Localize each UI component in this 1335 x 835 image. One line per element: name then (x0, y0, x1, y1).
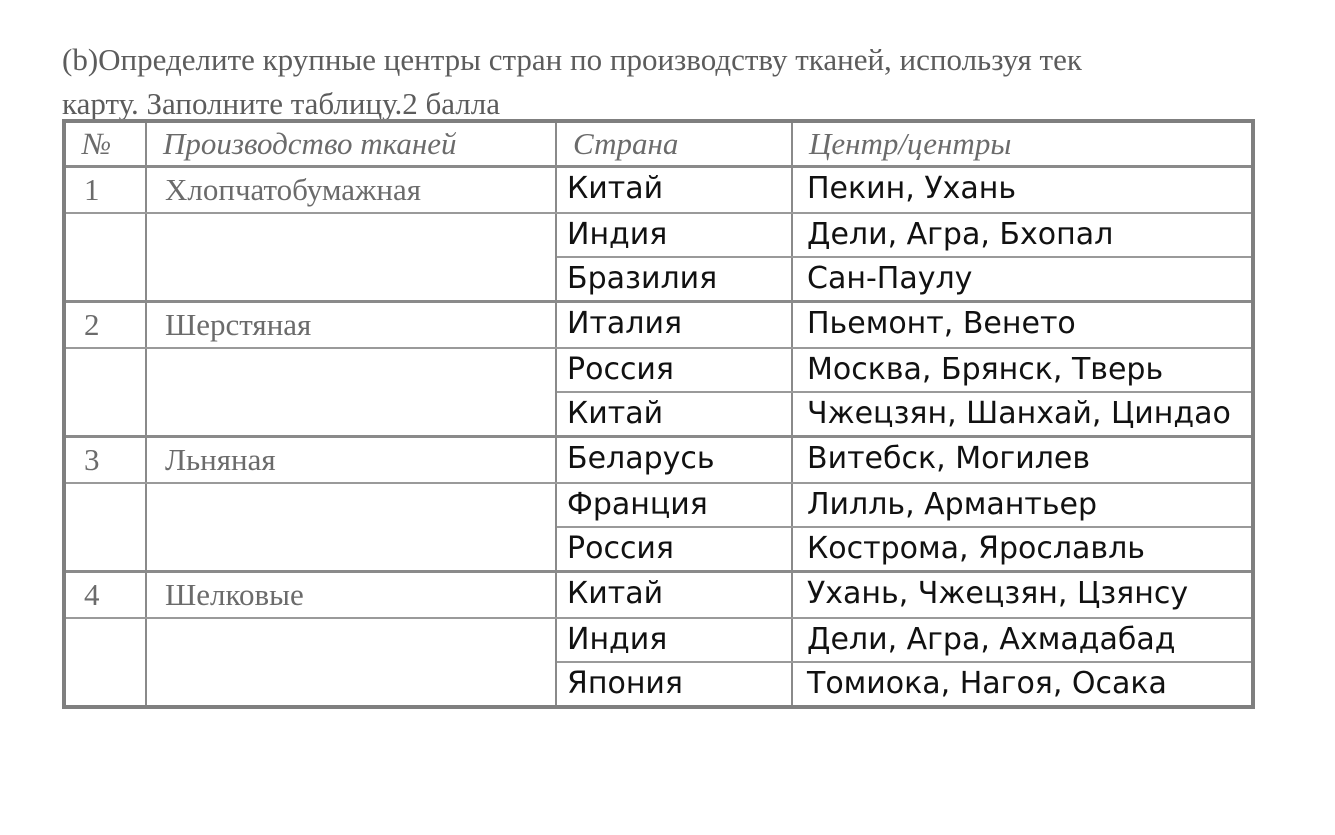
header-num: № (64, 121, 146, 167)
empty-cell (64, 213, 146, 257)
country-cell: Китай (556, 572, 792, 619)
empty-cell (64, 392, 146, 437)
table-header-row (64, 121, 1253, 167)
empty-cell (146, 483, 556, 527)
country-cell: Беларусь (556, 437, 792, 484)
table-row (64, 302, 1253, 349)
centers-cell: Пекин, Ухань (792, 167, 1253, 214)
row-num: 1 (64, 167, 146, 214)
fabric-type: Шелковые (146, 572, 556, 619)
centers-cell: Дели, Агра, Ахмадабад (792, 618, 1253, 662)
empty-cell (64, 483, 146, 527)
fabric-centers-table (62, 119, 1255, 709)
fabric-type: Шерстяная (146, 302, 556, 349)
fabric-type: Льняная (146, 437, 556, 484)
table-row (64, 348, 1253, 392)
empty-cell (64, 348, 146, 392)
centers-cell: Кострома, Ярославль (792, 527, 1253, 572)
header-country: Страна (556, 121, 792, 167)
table-row (64, 167, 1253, 214)
empty-cell (146, 662, 556, 707)
table-row (64, 483, 1253, 527)
country-cell: Россия (556, 527, 792, 572)
centers-cell: Томиока, Нагоя, Осака (792, 662, 1253, 707)
empty-cell (146, 213, 556, 257)
centers-cell: Пьемонт, Венето (792, 302, 1253, 349)
fabric-type: Хлопчатобумажная (146, 167, 556, 214)
empty-cell (146, 527, 556, 572)
empty-cell (64, 527, 146, 572)
centers-cell: Лилль, Армантьер (792, 483, 1253, 527)
header-centers: Центр/центры (792, 121, 1253, 167)
centers-cell: Москва, Брянск, Тверь (792, 348, 1253, 392)
table-row (64, 527, 1253, 572)
country-cell: Индия (556, 618, 792, 662)
centers-cell: Чжецзян, Шанхай, Циндао (792, 392, 1253, 437)
centers-cell: Ухань, Чжецзян, Цзянсу (792, 572, 1253, 619)
empty-cell (146, 392, 556, 437)
centers-cell: Дели, Агра, Бхопал (792, 213, 1253, 257)
header-fabric: Производство тканей (146, 121, 556, 167)
country-cell: Россия (556, 348, 792, 392)
row-num: 2 (64, 302, 146, 349)
country-cell: Индия (556, 213, 792, 257)
country-cell: Китай (556, 392, 792, 437)
task-line-1: (b)Определите крупные центры стран по производству тканей, используя тек (62, 42, 1082, 77)
country-cell: Франция (556, 483, 792, 527)
country-cell: Китай (556, 167, 792, 214)
task-line-2: карту. Заполните таблицу.2 балла (62, 86, 500, 121)
task-instruction (62, 38, 1242, 126)
table-row (64, 618, 1253, 662)
row-num: 4 (64, 572, 146, 619)
country-cell: Италия (556, 302, 792, 349)
row-num: 3 (64, 437, 146, 484)
table-row (64, 662, 1253, 707)
centers-cell: Сан-Паулу (792, 257, 1253, 302)
empty-cell (64, 618, 146, 662)
country-cell: Бразилия (556, 257, 792, 302)
empty-cell (146, 257, 556, 302)
table-row (64, 257, 1253, 302)
centers-cell: Витебск, Могилев (792, 437, 1253, 484)
empty-cell (146, 618, 556, 662)
empty-cell (64, 257, 146, 302)
table-row (64, 572, 1253, 619)
country-cell: Япония (556, 662, 792, 707)
table-row (64, 213, 1253, 257)
empty-cell (146, 348, 556, 392)
table-row (64, 437, 1253, 484)
table-row (64, 392, 1253, 437)
empty-cell (64, 662, 146, 707)
